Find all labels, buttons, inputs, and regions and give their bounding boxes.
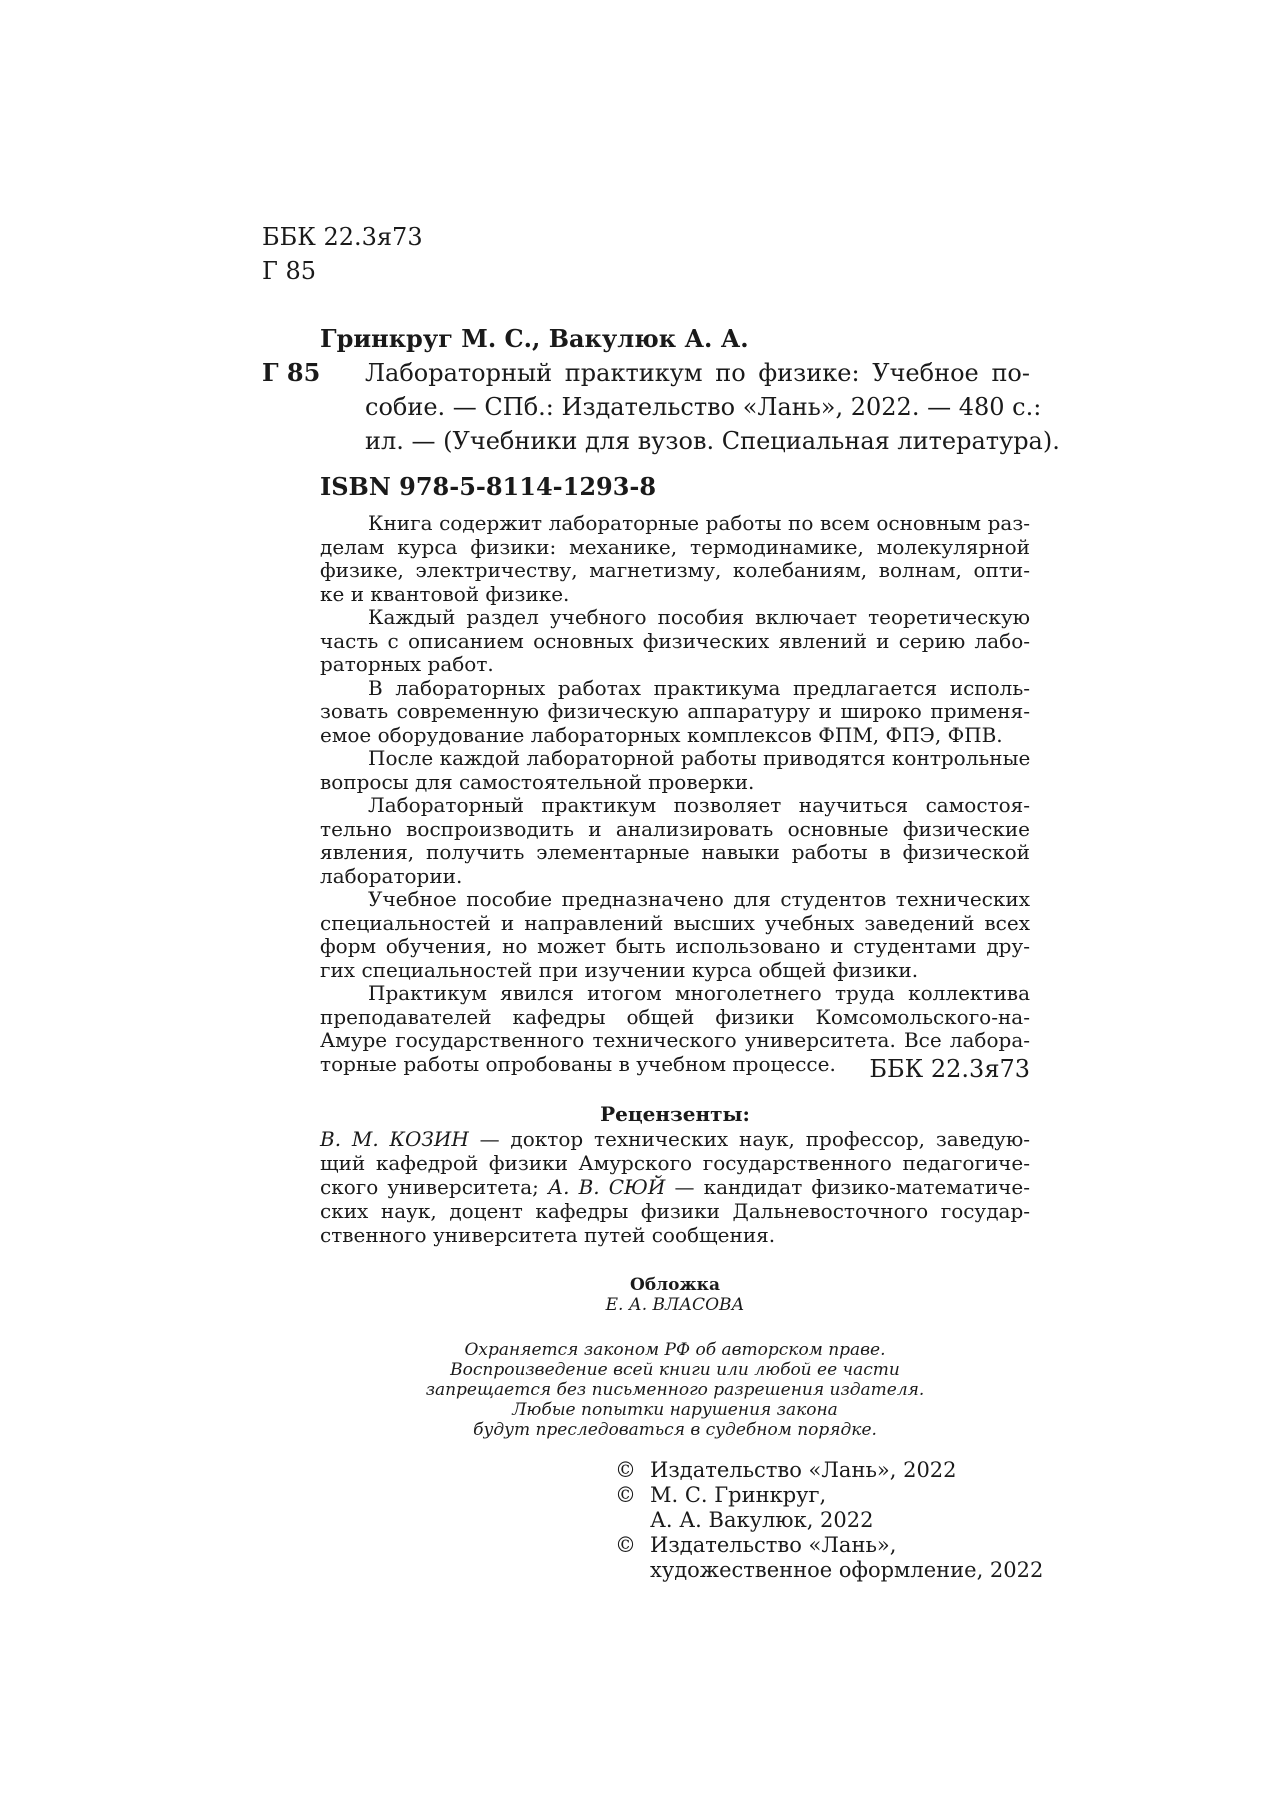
annotation-line: Лабораторный практикум позволяет научиться самостоя- (368, 793, 1030, 817)
reviewer-desc: ского университета; (320, 1175, 548, 1199)
annotation-line: раторных работ. (320, 652, 494, 676)
annotation-line: преподавателей кафедры общей физики Комсомольского-на- (320, 1004, 1030, 1029)
annotation-line: Учебное пособие предназначено для студентов технических (368, 887, 1030, 911)
annotation-line: ке и квантовой физике. (320, 581, 570, 606)
annotation-line: В лабораторных работах практикума предлагается исполь- (368, 675, 1030, 700)
legal-line: Воспроизведение всей книги или любой ее части (450, 1360, 900, 1380)
author-mark: Г 85 (262, 257, 317, 285)
annotation-line: После каждой лабораторной работы приводятся контрольные (368, 746, 1031, 770)
copyright-line: Издательство «Лань», (650, 1533, 897, 1557)
annotation-line: Амуре государственного технического университета. Все лабора- (320, 1028, 1030, 1052)
cover-designer: Е. А. ВЛАСОВА (605, 1295, 745, 1315)
legal-line: запрещается без письменного разрешения издателя. (425, 1380, 925, 1400)
bib-line: Лабораторный практикум по физике: Учебное по- (365, 359, 1030, 387)
annotation-line: специальностей и направлений высших учебных заведений всех (320, 910, 1030, 935)
reviewer-name: А. В. СЮЙ (547, 1175, 666, 1199)
bbk-code: ББК 22.3я73 (262, 223, 423, 251)
copyright-icon: © (615, 1533, 636, 1557)
reviewers-text (320, 1127, 1030, 1247)
copyright-line: Издательство «Лань», 2022 (650, 1458, 957, 1482)
annotation-line: Каждый раздел учебного пособия включает теоретическую (368, 605, 1030, 629)
annotation-line: емое оборудование лабораторных комплексов ФПМ, ФПЭ, ФПВ. (320, 722, 1003, 747)
copyright-notice (320, 1340, 1030, 1440)
copyright-line: художественное оформление, 2022 (650, 1558, 1044, 1582)
catalog-author-mark: Г 85 (262, 358, 321, 387)
bibliographic-description (365, 356, 1060, 458)
annotation-line: тельно воспроизводить и анализировать основные физические (320, 816, 1030, 841)
annotation-line: лаборатории. (320, 863, 463, 888)
annotation-line: вопросы для самостоятельной проверки. (320, 769, 755, 794)
annotation (320, 512, 1030, 1076)
reviewers-line: ственного университета путей сообщения. (320, 1223, 776, 1247)
copyright-block (615, 1458, 1043, 1583)
book-authors: Гринкруг М. С., Вакулюк А. А. (320, 324, 749, 353)
copyright-entry (615, 1458, 1043, 1483)
annotation-line: форм обучения, но может быть использовано и студентами дру- (320, 934, 1030, 958)
annotation-line: физике, электричеству, магнетизму, колебаниям, волнам, опти- (320, 558, 1030, 582)
annotation-line: Практикум явился итогом многолетнего труда коллектива (368, 981, 1030, 1005)
copyright-line: М. С. Гринкруг, (650, 1483, 827, 1507)
annotation-line: торные работы опробованы в учебном процессе. (320, 1051, 836, 1076)
cover-title: Обложка (630, 1275, 720, 1295)
copyright-entry (615, 1533, 1043, 1583)
isbn: ISBN 978-5-8114-1293-8 (320, 472, 657, 501)
reviewers-line: ских наук, доцент кафедры физики Дальневосточного государ- (320, 1199, 1030, 1223)
reviewers-line: щий кафедрой физики Амурского государственного педагогиче- (320, 1151, 1030, 1175)
reviewer-name: В. М. КОЗИН (320, 1127, 469, 1151)
bib-line: ил. — (Учебники для вузов. Специальная литература). (365, 427, 1060, 455)
reviewer-desc: — доктор технических наук, профессор, заведую- (468, 1127, 1030, 1151)
reviewers-line (320, 1175, 1030, 1199)
copyright-line: А. А. Вакулюк, 2022 (650, 1508, 874, 1532)
reviewer-desc: — кандидат физико-математиче- (665, 1175, 1030, 1199)
legal-line: Охраняется законом РФ об авторском праве. (464, 1340, 886, 1360)
legal-line: будут преследоваться в судебном порядке. (473, 1420, 877, 1440)
legal-line: Любые попытки нарушения закона (512, 1400, 838, 1420)
annotation-line: делам курса физики: механике, термодинамике, молекулярной (320, 534, 1030, 559)
copyright-icon: © (615, 1458, 636, 1482)
bib-line: собие. — СПб.: Издательство «Лань», 2022. — 480 с.: (365, 393, 1042, 421)
reviewers-line (320, 1127, 1030, 1151)
annotation-line: Книга содержит лабораторные работы по всем основным раз- (368, 511, 1030, 535)
annotation-line: зовать современную физическую аппаратуру и широко применя- (320, 699, 1030, 723)
reviewers-title: Рецензенты: (600, 1102, 750, 1126)
annotation-bbk-code: ББК 22.3я73 (869, 1055, 1030, 1083)
copyright-entry (615, 1483, 1043, 1533)
annotation-line: явления, получить элементарные навыки работы в физической (320, 840, 1030, 864)
annotation-line: гих специальностей при изучении курса общей физики. (320, 957, 919, 982)
copyright-icon: © (615, 1483, 636, 1507)
cover-credit (320, 1275, 1030, 1315)
annotation-line: часть с описанием основных физических явлений и серию лабо- (320, 628, 1030, 653)
